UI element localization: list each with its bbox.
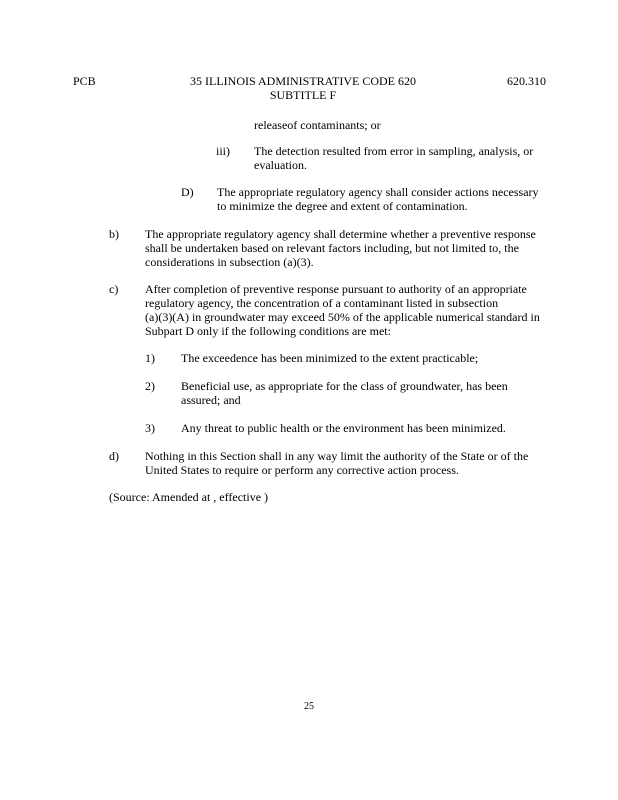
item-D-line: to minimize the degree and extent of contamination. bbox=[217, 199, 468, 213]
sub-item-1-marker: 1) bbox=[145, 351, 155, 365]
item-c-line: Subpart D only if the following conditions are met: bbox=[145, 324, 391, 338]
sub-item-2-line: assured; and bbox=[181, 393, 241, 407]
item-D-marker: D) bbox=[181, 185, 194, 199]
sub-item-2-marker: 2) bbox=[145, 379, 155, 393]
header-subtitle: SUBTITLE F bbox=[269, 88, 337, 102]
source-note: (Source: Amended at , effective ) bbox=[109, 490, 269, 504]
sub-item-2-line: Beneficial use, as appropriate for the class of groundwater, has been bbox=[181, 379, 508, 393]
item-b-line: shall be undertaken based on relevant factors including, but not limited to, the bbox=[145, 241, 519, 255]
item-d-line: United States to require or perform any corrective action process. bbox=[145, 463, 459, 477]
item-D-line: The appropriate regulatory agency shall consider actions necessary bbox=[217, 185, 539, 199]
header-section-number: 620.310 bbox=[507, 74, 546, 88]
sub-item-1-line: The exceedence has been minimized to the extent practicable; bbox=[181, 351, 479, 365]
page-number: 25 bbox=[304, 701, 314, 712]
item-d-marker: d) bbox=[109, 449, 119, 463]
item-c-marker: c) bbox=[109, 282, 119, 296]
header-agency: PCB bbox=[73, 74, 96, 88]
item-b-line: considerations in subsection (a)(3). bbox=[145, 255, 314, 269]
sub-item-3-line: Any threat to public health or the environment has been minimized. bbox=[181, 421, 506, 435]
sub-item-3-marker: 3) bbox=[145, 421, 155, 435]
item-d-line: Nothing in this Section shall in any way limit the authority of the State or of the bbox=[145, 449, 529, 463]
item-b-marker: b) bbox=[109, 227, 119, 241]
continuation-text: releaseof contaminants; or bbox=[254, 118, 381, 132]
item-iii-line: evaluation. bbox=[254, 158, 307, 172]
item-c-line: (a)(3)(A) in groundwater may exceed 50% of the applicable numerical standard in bbox=[145, 310, 540, 324]
item-iii-line: The detection resulted from error in sampling, analysis, or bbox=[254, 144, 534, 158]
item-c-line: regulatory agency, the concentration of a contaminant listed in subsection bbox=[145, 296, 499, 310]
item-iii-marker: iii) bbox=[216, 144, 230, 158]
header-code-title: 35 ILLINOIS ADMINISTRATIVE CODE 620 bbox=[190, 74, 416, 88]
item-c-line: After completion of preventive response pursuant to authority of an appropriate bbox=[145, 282, 527, 296]
item-b-line: The appropriate regulatory agency shall determine whether a preventive response bbox=[145, 227, 536, 241]
